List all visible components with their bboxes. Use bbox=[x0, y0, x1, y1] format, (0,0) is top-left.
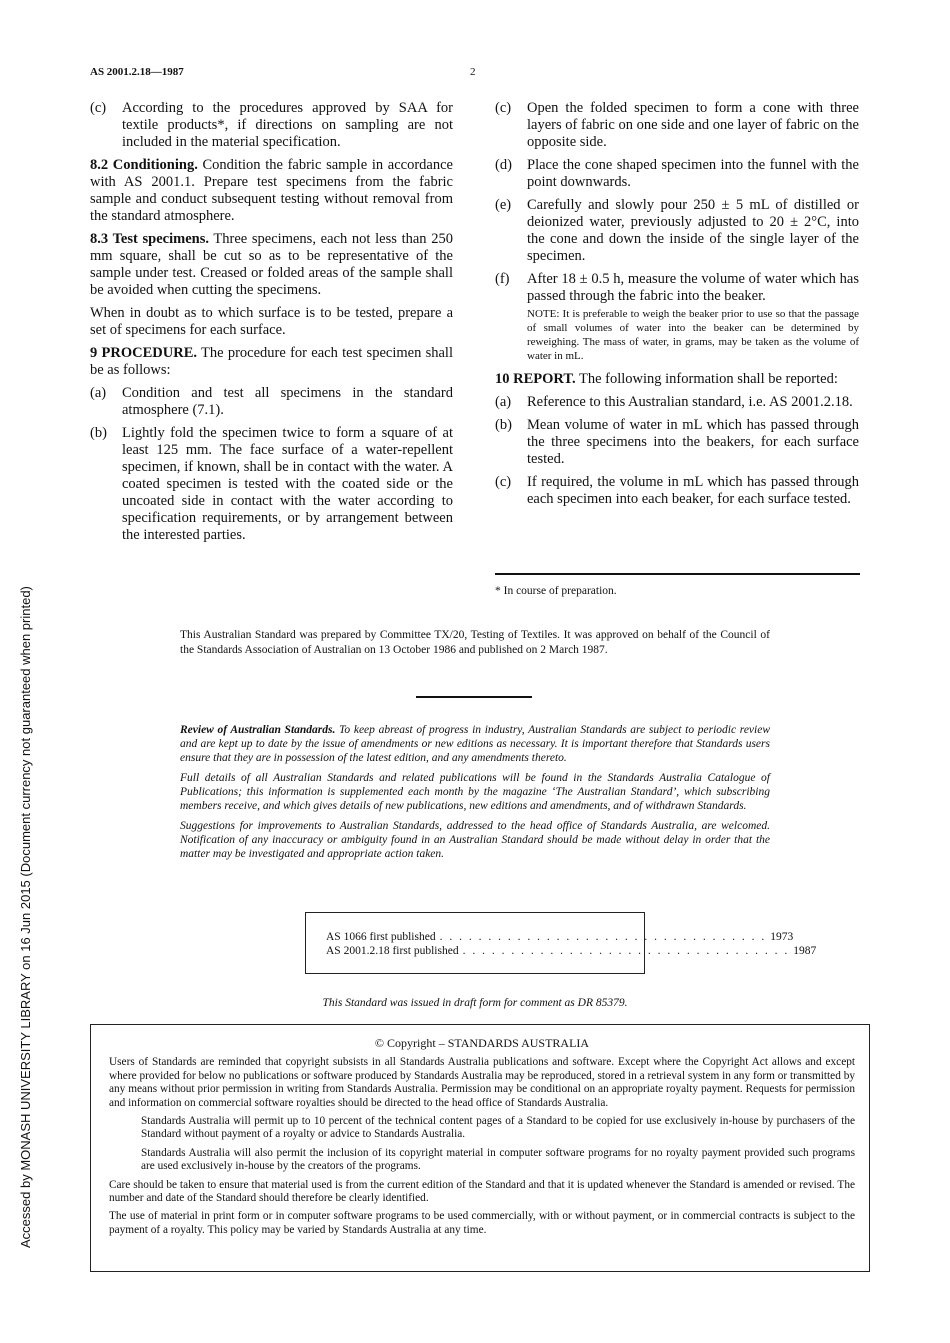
review-section bbox=[180, 723, 770, 867]
item-label: (a) bbox=[495, 394, 512, 410]
section-8-3 bbox=[90, 231, 453, 299]
item-text: Condition and test all specimens in the standard atmosphere (7.1). bbox=[122, 385, 453, 418]
doubt-paragraph: When in doubt as to which surface is to be tested, prepare a set of specimens for each surface. bbox=[90, 305, 453, 338]
item-text: Mean volume of water in mL which has passed through the three specimens into the beakers, for each surface tested. bbox=[527, 417, 859, 467]
footnote: * In course of preparation. bbox=[495, 585, 617, 597]
item-text: According to the procedures approved by SAA for textile products*, if directions on sampling are not included in the material specification. bbox=[122, 100, 453, 150]
copyright-title: © Copyright – STANDARDS AUSTRALIA bbox=[374, 1036, 590, 1050]
list-item bbox=[495, 394, 859, 411]
item-label: (f) bbox=[495, 271, 510, 287]
page-number: 2 bbox=[470, 66, 476, 78]
item-label: (a) bbox=[90, 385, 107, 401]
section-heading: 9 PROCEDURE. bbox=[90, 345, 197, 361]
item-text: After 18 ± 0.5 h, measure the volume of water which has passed through the fabric into the beaker. bbox=[527, 271, 859, 304]
section-8-2 bbox=[90, 157, 453, 225]
dot-leader: . . . . . . . . . . . . . . . . . . . . . . . . . . . . . . . . . . bbox=[439, 931, 767, 943]
publication-label: AS 2001.2.18 first published bbox=[326, 945, 459, 957]
item-label: (c) bbox=[90, 100, 107, 116]
publication-year: 1973 bbox=[770, 931, 794, 943]
access-watermark: Accessed by MONASH UNIVERSITY LIBRARY on 16 Jun 2015 (Document currency not guaranteed when printed) bbox=[18, 586, 33, 1248]
list-item bbox=[495, 157, 859, 191]
item-label: (c) bbox=[495, 474, 512, 490]
item-text: If required, the volume in mL which has passed through each specimen into each beaker, for each surface tested. bbox=[527, 474, 859, 507]
section-9 bbox=[90, 345, 453, 379]
draft-note: This Standard was issued in draft form for comment as DR 85379. bbox=[322, 997, 628, 1009]
list-item bbox=[90, 385, 453, 419]
preparation-statement: This Australian Standard was prepared by Committee TX/20, Testing of Textiles. It was approved on behalf of the Council of the Standards Association of Australian on 13 October 1986 and published on 2 March 1987. bbox=[180, 629, 770, 656]
copyright-paragraph: The use of material in print form or in computer software programs to be used commercially, with or without payment, or in commercial contracts is subject to the payment of a royalty. This policy may be varied by Standards Australia at any time. bbox=[109, 1210, 855, 1236]
item-text: Lightly fold the specimen twice to form a square of at least 125 mm. The face surface of a water-repellent specimen, if known, shall be in contact with the water. A coated specimen is tested with the coated side or the uncoated side in contact with the water according to specification requirements, or by arrangement between the interested parties. bbox=[122, 425, 453, 543]
list-item bbox=[90, 425, 453, 544]
document-id: AS 2001.2.18—1987 bbox=[90, 66, 184, 78]
section-text: Condition the fabric sample in accordance with AS 2001.1. Prepare test specimens from the fabric sample and conduct subsequent testing without removal from the standard atmosphere. bbox=[90, 157, 453, 224]
note: NOTE: It is preferable to weigh the beaker prior to use so that the passage of small volumes of water into the beaker can be determined by reweighing. The mass of water, in grams, may be taken as the volume of water in mL. bbox=[527, 308, 859, 362]
section-text: The following information shall be reported: bbox=[575, 371, 838, 387]
copyright-paragraph: Standards Australia will permit up to 10 percent of the technical content pages of a Standard to be copied for use exclusively in-house by purchasers of the Standard without payment of a royalty or advice to Standards Australia. bbox=[141, 1115, 855, 1141]
item-label: (e) bbox=[495, 197, 512, 213]
list-item bbox=[495, 271, 859, 305]
list-item bbox=[495, 197, 859, 265]
publication-history-box bbox=[305, 912, 817, 974]
left-column bbox=[90, 100, 453, 550]
item-text: Place the cone shaped specimen into the funnel with the point downwards. bbox=[527, 157, 859, 190]
copyright-paragraph: Users of Standards are reminded that copyright subsists in all Standards Australia publications and software. Except where the Copyright Act allows and except where provided for below no publications or software produced by Standards Australia may be reproduced, stored in a retrieval system in any form or transmitted by any means without prior permission in writing from Standards Australia. Permission may be conditional on an appropriate royalty payment. Requests for permission and information on commercial software royalties should be directed to the head office of Standards Australia. bbox=[109, 1056, 855, 1109]
section-heading: 8.3 Test specimens. bbox=[90, 231, 209, 247]
copyright-paragraph: Standards Australia will also permit the inclusion of its copyright material in computer software programs for no royalty payment provided such programs are used exclusively in-house by the creators of the programs. bbox=[141, 1146, 855, 1173]
section-heading: 8.2 Conditioning. bbox=[90, 157, 198, 173]
review-paragraph: Full details of all Australian Standards and related publications will be found in the Standards Australia Catalogue of Publications; this information is supplemented each month by the magazine ‘The Australian Standard’, which subscribing members receive, and which gives details of new publications, new editions and amendments, and of withdrawn Standards. bbox=[180, 772, 770, 812]
item-label: (c) bbox=[495, 100, 512, 116]
publication-label: AS 1066 first published bbox=[326, 931, 436, 943]
section-10 bbox=[495, 371, 859, 388]
list-item bbox=[90, 100, 453, 151]
right-column bbox=[495, 100, 859, 514]
item-label: (b) bbox=[90, 425, 107, 441]
list-item bbox=[495, 474, 859, 508]
divider bbox=[416, 696, 532, 698]
item-text: Open the folded specimen to form a cone with three layers of fabric on one side and one layer of fabric on the opposite side. bbox=[527, 100, 859, 150]
publication-row bbox=[326, 930, 794, 944]
copyright-box bbox=[90, 1024, 870, 1272]
footnote-divider bbox=[495, 573, 860, 575]
publication-year: 1987 bbox=[793, 945, 817, 957]
item-label: (b) bbox=[495, 417, 512, 433]
item-text: Reference to this Australian standard, i.e. AS 2001.2.18. bbox=[527, 394, 853, 410]
section-text: The procedure for each test specimen shall be as follows: bbox=[90, 345, 453, 378]
list-item bbox=[495, 417, 859, 468]
review-paragraph: Suggestions for improvements to Australian Standards, addressed to the head office of Standards Australia, are welcomed. Notification of any inaccuracy or ambiguity found in an Australian Standard should be made without delay in order that the matter may be investigated and appropriate action taken. bbox=[180, 820, 770, 860]
list-item bbox=[495, 100, 859, 151]
review-paragraph bbox=[180, 723, 770, 765]
item-text: Carefully and slowly pour 250 ± 5 mL of distilled or deionized water, previously adjusted to 20 ± 2°C, into the cone and down the inside of the single layer of the specimen. bbox=[527, 197, 859, 264]
publication-row bbox=[326, 944, 817, 958]
copyright-paragraph: Care should be taken to ensure that material used is from the current edition of the Standard and that it is updated whenever the Standard is amended or revised. The number and date of the Standard should therefore be clearly identified. bbox=[109, 1178, 855, 1205]
review-text: To keep abreast of progress in industry, Australian Standards are subject to periodic review and are kept up to date by the issue of amendments or new editions as necessary. It is important therefore that Standards users ensure that they are in possession of the latest edition, and any amendments thereto. bbox=[180, 724, 770, 764]
dot-leader: . . . . . . . . . . . . . . . . . . . . . . . . . . . . . . . . . . bbox=[462, 945, 790, 957]
section-heading: 10 REPORT. bbox=[495, 371, 576, 387]
review-heading: Review of Australian Standards. bbox=[180, 724, 336, 736]
item-label: (d) bbox=[495, 157, 512, 173]
section-text: Three specimens, each not less than 250 mm square, shall be cut so as to be representative of the sample under test. Creased or folded areas of the sample shall be avoided when cutting the specimens. bbox=[90, 231, 453, 298]
